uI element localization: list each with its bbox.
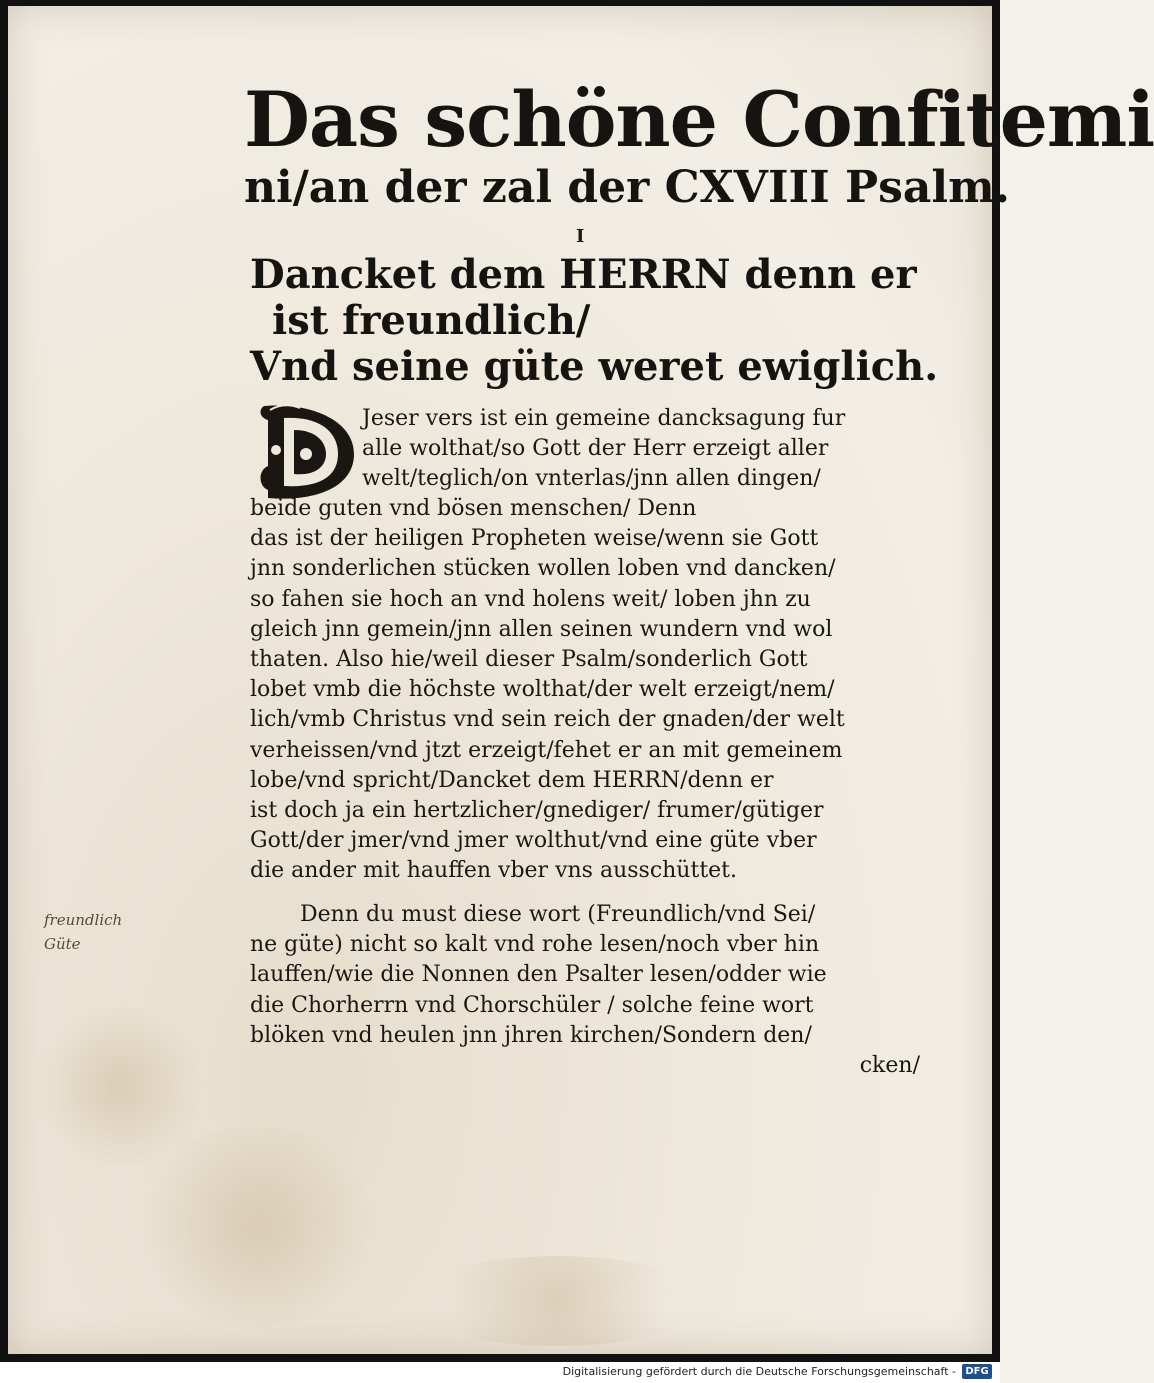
text-line: gleich jnn gemein/jnn allen seinen wundern vnd wol — [250, 616, 833, 642]
text-line: das ist der heiligen Propheten weise/wenn sie Gott — [250, 526, 819, 552]
text-line: die ander mit hauffen vber vns ausschüttet. — [250, 858, 738, 884]
motto-line-3: Vnd seine güte weret ewiglich. — [250, 343, 939, 390]
page-title — [244, 75, 1154, 214]
text-line: Denn du must diese wort (Freundlich/vnd Sei/ — [300, 902, 816, 927]
funding-credit: Digitalisierung gefördert durch die Deutsche Forschungsgemeinschaft - — [562, 1365, 956, 1378]
text-line: lich/vmb Christus vnd sein reich der gnaden/der welt — [250, 707, 845, 733]
psalm-motto — [250, 252, 940, 390]
text-line: ist doch ja ein hertzlicher/gnediger/ frumer/gütiger — [250, 798, 824, 824]
marginal-note: Güte — [44, 935, 81, 953]
text-line: blöken vnd heulen jnn jhren kirchen/Sondern den/ — [250, 1022, 812, 1048]
title-line-1: Das schöne Confitemi — [244, 75, 1154, 164]
motto-line-1: Dancket dem HERRN denn er — [250, 251, 917, 298]
marginal-note: freundlich — [44, 911, 123, 929]
text-line: beide guten vnd bösen menschen/ Denn — [250, 496, 697, 521]
paper-stain — [408, 1256, 708, 1346]
motto-line-2: ist freundlich/ — [272, 297, 591, 344]
text-line: verheissen/vnd jtzt erzeigt/fehet er an mit gemeinem — [250, 737, 843, 763]
handwritten-marginalia — [44, 908, 214, 956]
text-line: Jeser vers ist ein gemeine dancksagung fur — [362, 406, 846, 431]
text-line: jnn sonderlichen stücken wollen loben vnd dancken/ — [250, 556, 836, 582]
paragraph-2 — [250, 900, 920, 1081]
title-line-2: ni/an der zal der CXVIII Psalm. — [244, 162, 1010, 213]
text-line: welt/teglich/on vnterlas/jnn allen dingen/ — [362, 466, 821, 492]
paper-stain — [128, 1126, 388, 1326]
verse-number: I — [576, 226, 585, 247]
paper-stain — [28, 1006, 208, 1166]
text-line: lobet vmb die höchste wolthat/der welt erzeigt/nem/ — [250, 677, 835, 703]
catchword: cken/ — [859, 1053, 920, 1079]
text-line: alle wolthat/so Gott der Herr erzeigt aller — [362, 436, 829, 462]
text-line: die Chorherrn vnd Chorschüler / solche feine wort — [250, 992, 814, 1018]
text-line: so fahen sie hoch an vnd holens weit/ loben jhn zu — [250, 586, 811, 612]
text-line: lobe/vnd spricht/Dancket dem HERRN/denn er — [250, 767, 774, 793]
text-line: Gott/der jmer/vnd jmer wolthut/vnd eine güte vber — [250, 828, 817, 854]
paragraph-1 — [250, 494, 920, 887]
dfg-logo: DFG — [962, 1364, 992, 1379]
paragraph-1-opening — [250, 404, 920, 495]
text-line: thaten. Also hie/weil dieser Psalm/sonderlich Gott — [250, 647, 808, 673]
text-line: ne güte) nicht so kalt vnd rohe lesen/noch vber hin — [250, 932, 820, 958]
text-line: lauffen/wie die Nonnen den Psalter lesen/odder wie — [250, 962, 827, 988]
